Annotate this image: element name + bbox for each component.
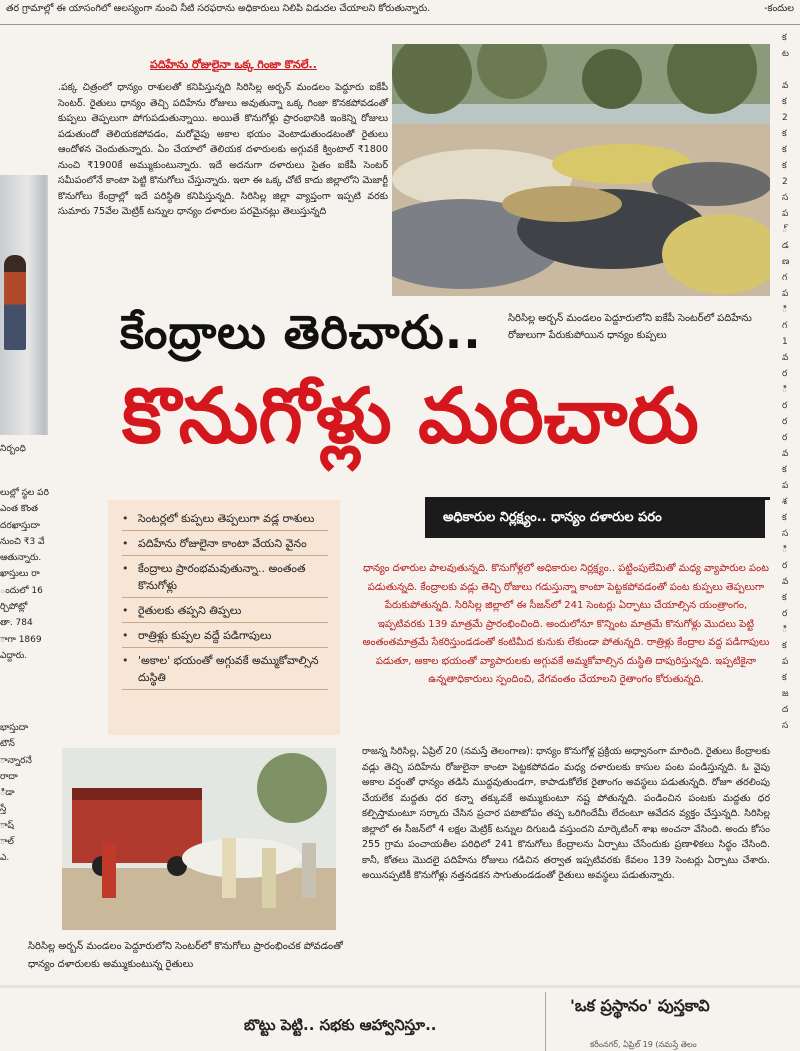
lead-paragraph: ధాన్యం దళారుల పాలవుతున్నది. కొనుగోళ్లలో అధికారుల నిర్లక్ష్యం.. పట్టింపులేమితో మధ్య వ్యాపారుల పంట పడుతున్నది. కేంద్రాలకు వడ్లు తెచ్చి రోజులు గడుస్తున్నా కాంటా పెట్టకపోవడంతో పంట కుప్పలు తెప్పలుగా పేరుకుపోతున్నది. సిరిసిల్ల జిల్లాలో ఈ సీజన్‌లో 241 సెంటర్లు ఏర్పాటు చేయాల్సిన యంత్రాంగం, ఇప్పటివరకు 139 మాత్రమే ప్రారంభించింది. అందులోనూ కొన్నింట మాత్రమే కొనుగోళ్లు మొదలు పెట్టి అంతంతమాత్రమే సేకరిస్తుండడంతో కంటిమీద కునుకు లేకుండా పోతున్నది. రాత్రిళ్లు కేంద్రాల వద్ద పడిగాపులు పడుతూ, అకాల భయంతో వ్యాపారులకు అగ్గువకే అమ్మకోవాల్సిన దుస్థితి దాపురిస్తున్నది. ఇప్పటికైనా ఉన్నతాధికారులు స్పందించి, వేగవంతం చేయాలని రైతాంగం కోరుతున్నది. (362, 563, 770, 685)
fragment-line: ి (782, 625, 788, 635)
bottom-headline-right: 'ఒక ప్రస్థానం' పుస్తకావి (570, 996, 710, 1015)
fragment-line: క (782, 129, 787, 139)
right-column-fragment (782, 30, 800, 970)
intro-paragraph: .పక్క చిత్రంలో ధాన్యం రాశులతో కనిపిస్తున్నది సిరిసిల్ల అర్బన్ మండలం పెద్దూరు ఐకేపీ సెంటర్. రైతులు ధాన్యం తెచ్చి పదిహేను రోజులు అవుతున్నా ఒక్క గింజా కొనకపోవడంతో కుప్పలు తెప్పలుగా పోగుపడుతున్నాయి. అయితే కొనుగోళ్లు ప్రారంభానికి ఇంకెన్ని రోజులు పడుతుందో తెలియకపోవడం, మరోవైపు అకాల భయం వెంటాడుతుండటంతో రైతులు ఆందోళన చెందుతున్నారు. ఏం చేయాలో తెలియక దళారులకు అగ్గువకే క్వింటాల్ ₹1800 నుంచి ₹1900కే అమ్ముకుంటున్నారు. ఇదే అదనుగా దళారులు సైతం ఐకేపీ సెంటర్ సమీపంలోనే కాంటా పెట్టి కొనుగోలు చేస్తున్నారు. ఇలా ఈ ఒక్క చోటే కాదు జిల్లాలోని మెజార్టీ కొనుగోలు కేంద్రాల్లో ఇదే పరిస్థితి కనిపిస్తున్నది. సిరిసిల్ల జిల్లా వ్యాప్తంగా ఇప్పటి వరకు సుమారు 75వేల మెట్రిక్ టన్నుల ధాన్యం దళారుల పరమైనట్లు తెలుస్తున్నది (58, 82, 388, 217)
fragment-line: ర (782, 417, 788, 427)
fragment-line: జ (782, 689, 789, 699)
fragment-line: టౌన్ (0, 739, 15, 750)
left-caption: నిర్బంధి (0, 444, 26, 454)
highlight-item: • పదిహేను రోజులైనా కాంటా వేయని వైనం (122, 535, 328, 556)
fragment-line: ప (782, 657, 789, 667)
fragment-line: శ (782, 497, 787, 507)
highlight-item: • రాత్రిళ్లు కుప్పల వద్దే పడిగాపులు (122, 627, 328, 648)
fragment-line: డ (782, 241, 789, 251)
fragment-line: గ (782, 321, 788, 331)
fragment-line: ి (782, 545, 788, 555)
fragment-line: వ (782, 577, 789, 587)
fragment-line: ర్చిపోట్లో (0, 602, 28, 613)
fragment-line (782, 62, 800, 78)
fragment-line: ర (782, 401, 788, 411)
top-divider (0, 24, 800, 25)
fragment-line: క (782, 33, 787, 43)
fragment-line: దరఖాస్తుదా (0, 520, 40, 531)
fragment-line: నుంచి ₹3 వే (0, 536, 45, 547)
fragment-line: ాన్నారనే (0, 755, 32, 766)
fragment-line: క (782, 161, 787, 171)
top-strip (0, 0, 800, 20)
sub-banner: అధికారుల నిర్లక్ష్యం.. ధాన్యం దళారుల పరం (425, 500, 765, 538)
fragment-line: వ (782, 449, 789, 459)
fragment-line: గ (782, 273, 788, 283)
fragment-line: తా. 784 (0, 618, 33, 629)
fragment-line: ట (782, 49, 789, 59)
headline-1: కేంద్రాలు తెరిచారు.. (120, 305, 482, 359)
bottom-column-divider (545, 992, 546, 1051)
fragment-line: ఎద్దారు. (0, 650, 28, 661)
bottom-headline-left: బొట్టు పెట్టి.. సభకు ఆహ్వానిస్తూ.. (244, 1016, 437, 1034)
grain-heaps-photo (392, 44, 770, 296)
fragment-line: లుల్లో స్థల పరి (0, 488, 49, 498)
highlight-item: • కేంద్రాలు ప్రారంభమవుతున్నా.. అంతంత కొనుగోళ్లు (122, 560, 328, 598)
fragment-line: ందులో 16 (0, 585, 43, 596)
fragment-line: ాల్ (0, 837, 14, 848)
fragment-line: 2 (782, 113, 788, 123)
fragment-line: ప (782, 481, 789, 491)
fragment-line: వ (782, 81, 789, 91)
fragment-line: స్తే (0, 804, 7, 815)
left-column-fragment-2 (0, 720, 60, 867)
fragment-line: క (782, 513, 787, 523)
sub-heading: పదిహేను రోజులైనా ఒక్క గింజా కొనలే.. (150, 58, 317, 71)
highlights-list (122, 510, 328, 690)
left-photo-person (4, 255, 26, 350)
fragment-line: ణ (782, 257, 790, 267)
fragment-line: 2 (782, 177, 788, 187)
highlight-item: • సెంటర్లలో కుప్పలు తెప్పలుగా వడ్ల రాశులు (122, 510, 328, 531)
photo2-caption: సిరిసిల్ల అర్బన్ మండలం పెద్దూరులోని సెంటర్‌లో కొనుగోలు ప్రారంభించక పోవడంతో ధాన్యం దళారులకు అమ్ముకుంటున్న రైతులు (28, 941, 343, 970)
fragment-line: ఖాస్తులు రా (0, 569, 40, 580)
fragment-line: క (782, 465, 787, 475)
fragment-line: ఎంత కొంత (0, 504, 39, 515)
fragment-line: క (782, 673, 787, 683)
fragment-line: రాదా (0, 771, 18, 782)
fragment-line: ర (782, 609, 788, 619)
fragment-line: ాష్ (0, 820, 14, 831)
fragment-line: క (782, 145, 787, 155)
fragment-line: ఆతున్నారు. (0, 553, 42, 564)
fragment-line: ర (782, 561, 788, 571)
fragment-line: ప (782, 289, 789, 299)
fragment-line: ిడా (0, 788, 15, 799)
fragment-line: ్ (782, 225, 788, 235)
left-column-fragment (0, 485, 60, 664)
fragment-line: ి (782, 385, 788, 395)
fragment-line: వ (782, 353, 789, 363)
fragment-line: క (782, 641, 787, 651)
fragment-line: ి (782, 305, 788, 315)
fragment-line: ర (782, 433, 788, 443)
top-strip-text: తర గ్రామాల్లో ఈ యాసంగిలో ఆలస్యంగా నుంచి నీటి సరఫరాను అధికారులు నిలిపి విడుదల చేయాలని కోరుతున్నారు. (6, 3, 431, 14)
fragment-line: స (782, 193, 789, 203)
fragment-line: క (782, 97, 787, 107)
fragment-line: 1 (782, 337, 788, 347)
highlight-item: • రైతులకు తప్పని తిప్పలు (122, 602, 328, 623)
top-strip-right: -కందుల (764, 3, 794, 14)
fragment-line: ఎ. (0, 853, 10, 864)
photo1-caption: సిరిసిల్ల అర్బన్ మండలం పెద్దూరులోని ఐకేపీ సెంటర్‌లో పదిహేను రోజులుగా పేరుకుపోయిన ధాన్యం కుప్పలు (508, 313, 752, 341)
fragment-line: క (782, 593, 787, 603)
farmers-selling-photo (62, 748, 336, 930)
fragment-line: స (782, 529, 789, 539)
highlights-box (108, 500, 340, 735)
bottom-dateline: కరీంనగర్, ఏప్రిల్ 19 (నమస్తే తెలం (590, 1040, 697, 1049)
highlight-item: • 'అకాల' భయంతో అగ్గువకే అమ్ముకోవాల్సిన దుస్థితి (122, 652, 328, 690)
fragment-line: భాస్తుదా (0, 723, 29, 733)
fragment-line: ప (782, 209, 789, 219)
fragment-line: స (782, 721, 789, 731)
fragment-line: ద (782, 705, 789, 715)
bottom-separator (0, 985, 800, 988)
fragment-line: ర (782, 369, 788, 379)
headline-2: కొనుగోళ్లు మరిచారు (122, 371, 699, 460)
body-paragraph: రాజన్న సిరిసిల్ల, ఏప్రిల్ 20 (నమస్తే తెలంగాణ): ధాన్యం కొనుగోళ్ల ప్రక్రియ అధ్వానంగా మారింది. రైతులు కేంద్రాలకు వడ్లు తెచ్చి పదిహేను రోజులైనా కాంటా పెట్టకపోవడం మధ్య దళారులకు కాసుల పంట పండిస్తున్నది. ఓ వైపు అకాల వర్షంతో ధాన్యం తడిసి ముద్దవుతుండగా, కాపాడుకోలేక రైతాంగం అవస్థలు పడుతున్నది. రోజూ తరలింపు చేయలేక మద్దతు ధర కన్నా తక్కువకే అమ్ముకుంటూ నష్ట పోతున్నది. పండించిన పంటకు మద్దతు ధర కల్పిస్తామంటూ సర్కారు చేసిన ప్రచార పటాటోపం తప్ప ఒరిగిందేమీ లేదంటూ ఆవేదన వ్యక్తం చేస్తున్నది. సిరిసిల్ల జిల్లాలో ఈ సీజన్‌లో 4 లక్షల మెట్రిక్ టన్నుల దిగుబడి వస్తుందని మార్కెటింగ్ శాఖ అంచనా వేసింది. అందు కోసం 255 గ్రామ పంచాయతీల పరిధిలో 241 కొనుగోలు కేంద్రాలను ఏర్పాటు చేసేందుకు ప్రణాళికలు సిద్ధం చేసింది. కానీ, కోతలు మొదలై పదిహేను రోజులు గడిచిన తర్వాత ఇప్పటివరకు కేవలం 139 సెంటర్లు ఏర్పాటు చేశారు. అయినప్పటికీ కొనుగోళ్లు నత్తనడకన సాగుతుండడంతో రైతులు అవస్థలు పడుతున్నారు. (362, 746, 770, 881)
fragment-line: ాగా 1869 (0, 634, 42, 645)
